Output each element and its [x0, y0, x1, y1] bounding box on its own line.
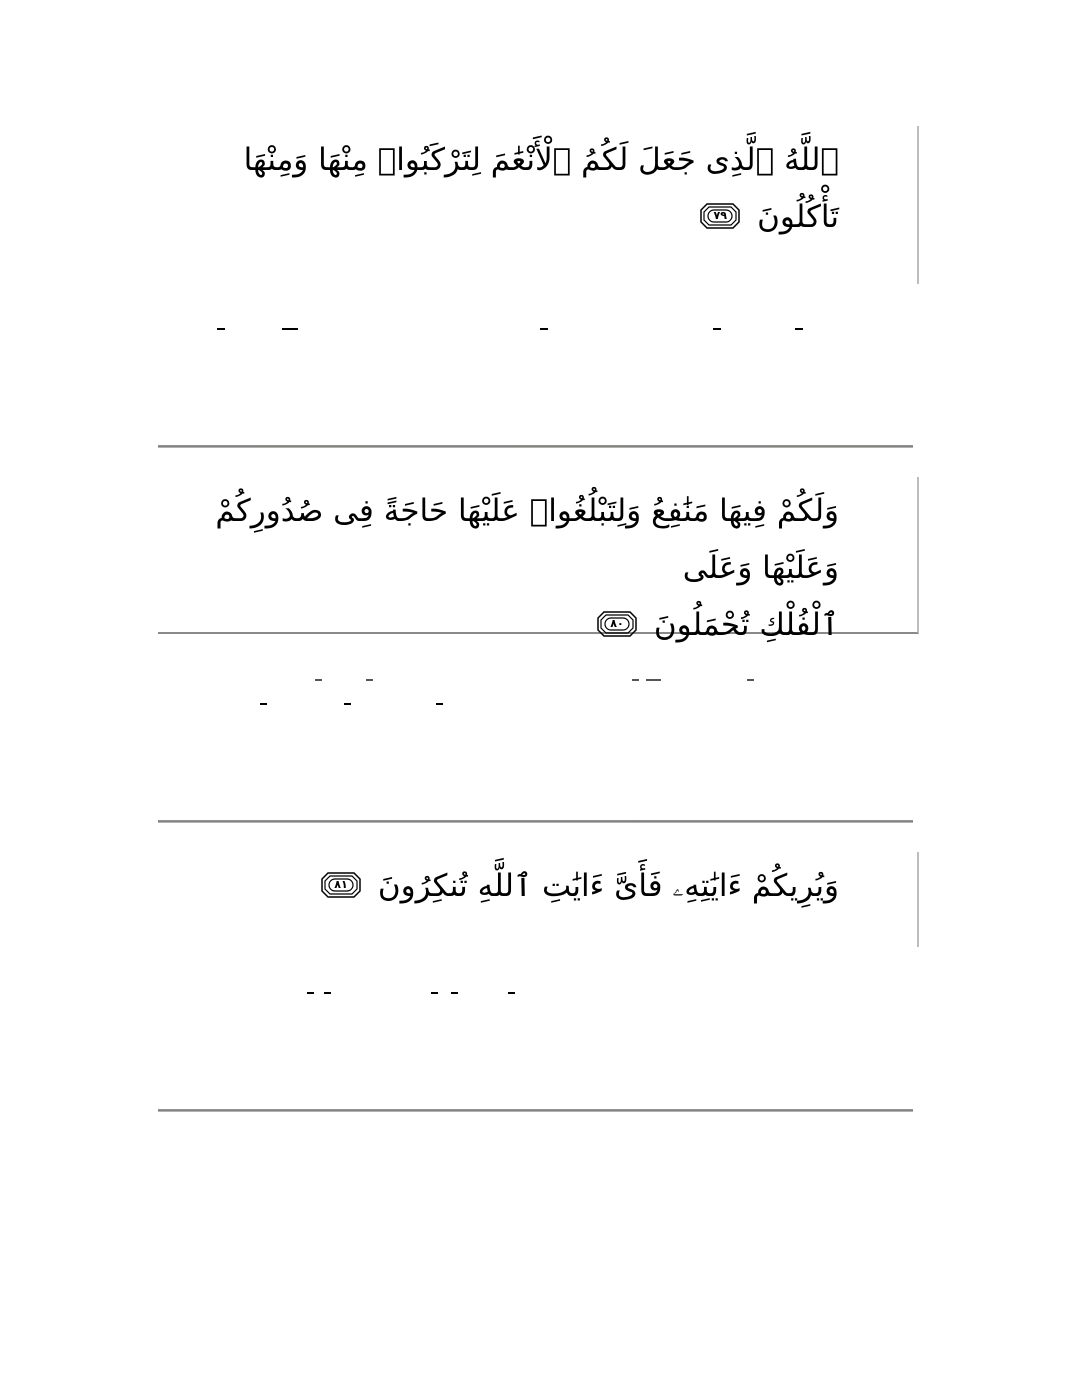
macron-mark — [282, 328, 298, 330]
verse-box-81 — [158, 852, 919, 947]
macron-mark — [307, 992, 314, 994]
verse-number: ٨١ — [334, 877, 348, 891]
verse-79-line-1: ٱللَّهُ ٱلَّذِى جَعَلَ لَكُمُ ٱلْأَنْعَٰمَ لِتَرْكَبُوا۟ مِنْهَا وَمِنْهَا — [243, 142, 839, 178]
macron-mark — [315, 679, 322, 681]
transliteration-row-79 — [158, 320, 919, 340]
macron-mark — [508, 992, 515, 994]
verse-box-79 — [158, 126, 919, 284]
verse-text-79 — [194, 132, 839, 246]
macron-mark — [324, 992, 331, 994]
transliteration-row-80b — [158, 696, 919, 716]
transliteration-row-80a — [158, 672, 919, 692]
macron-mark — [632, 679, 639, 681]
macron-mark — [217, 328, 225, 330]
verse-number: ٧٩ — [713, 208, 727, 222]
verse-80-line-2: ٱلْفُلْكِ تُحْمَلُونَ — [653, 607, 839, 643]
verse-81-line-1: وَيُرِيكُمْ ءَايَٰتِهِۦ فَأَىَّ ءَايَٰتِ ٱللَّهِ تُنكِرُونَ — [377, 868, 839, 904]
verse-box-80 — [158, 477, 919, 643]
verse-end-marker-icon — [699, 202, 741, 230]
verse-end-marker-icon — [596, 610, 638, 638]
verse-80-line-1: وَلَكُمْ فِيهَا مَنَٰفِعُ وَلِتَبْلُغُوا۟ عَلَيْهَا حَاجَةً فِى صُدُورِكُمْ وَعَلَيْهَا وَعَلَى — [215, 493, 839, 586]
section-separator — [158, 445, 913, 448]
macron-mark — [713, 328, 721, 330]
transliteration-row-81 — [158, 984, 919, 1004]
macron-mark — [451, 992, 458, 994]
macron-mark — [344, 703, 351, 705]
macron-mark — [436, 703, 443, 705]
verse-79-line-2: تَأْكُلُونَ — [757, 199, 839, 235]
macron-mark — [540, 328, 548, 330]
verse-text-81 — [194, 858, 839, 915]
section-separator — [158, 820, 913, 823]
section-separator — [158, 1109, 913, 1112]
macron-mark — [260, 703, 267, 705]
macron-mark — [366, 679, 373, 681]
macron-mark — [431, 992, 438, 994]
macron-mark — [747, 679, 754, 681]
verse-end-marker-icon — [320, 871, 362, 899]
verse-number: ٨٠ — [610, 616, 624, 630]
verse-text-80 — [194, 483, 839, 654]
macron-mark — [646, 679, 661, 681]
macron-mark — [795, 328, 803, 330]
